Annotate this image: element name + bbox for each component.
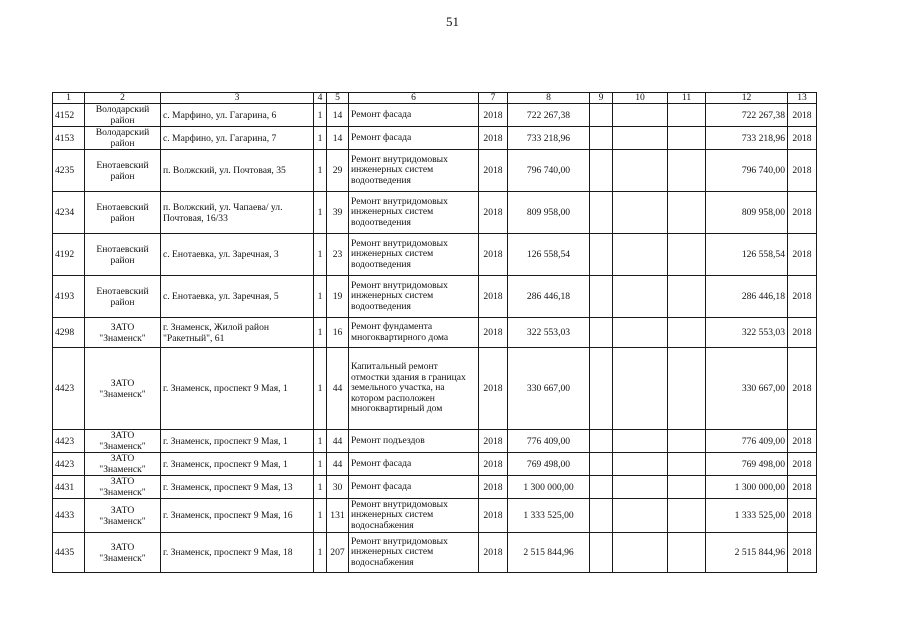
- cell-address: с. Марфино, ул. Гагарина, 6: [161, 104, 314, 127]
- cell-address: г. Знаменск, проспект 9 Мая, 18: [161, 533, 314, 573]
- cell-address: г. Знаменск, проспект 9 Мая, 13: [161, 476, 314, 499]
- header-cell: 12: [706, 93, 788, 104]
- cell-col10: [613, 104, 668, 127]
- cell-col5: 14: [327, 104, 349, 127]
- header-cell: 9: [590, 93, 613, 104]
- cell-address: г. Знаменск, Жилой район "Ракетный", 61: [161, 318, 314, 348]
- table-row: [53, 192, 817, 234]
- cell-col11: [668, 499, 706, 533]
- cell-address: г. Знаменск, проспект 9 Мая, 16: [161, 499, 314, 533]
- cell-year: 2018: [479, 348, 508, 430]
- cell-cost: 2 515 844,96: [508, 533, 590, 573]
- page-number: 51: [446, 14, 459, 29]
- cell-work-type: Ремонт внутридомовых инженерных систем водоснабжения: [349, 533, 479, 573]
- cell-work-type: Ремонт фасада: [349, 453, 479, 476]
- header-cell: 3: [161, 93, 314, 104]
- cell-cost: 796 740,00: [508, 150, 590, 192]
- cell-total: 322 553,03: [706, 318, 788, 348]
- cell-col5: 30: [327, 476, 349, 499]
- cell-id: 4298: [53, 318, 85, 348]
- cell-col10: [613, 348, 668, 430]
- cell-cost: 1 333 525,00: [508, 499, 590, 533]
- cell-col5: 19: [327, 276, 349, 318]
- cell-col9: [590, 276, 613, 318]
- cell-total: 769 498,00: [706, 453, 788, 476]
- cell-id: 4423: [53, 453, 85, 476]
- cell-district: Енотаевский район: [85, 192, 161, 234]
- cell-col5: 131: [327, 499, 349, 533]
- header-cell: 4: [314, 93, 327, 104]
- cell-col10: [613, 234, 668, 276]
- cell-year-end: 2018: [788, 192, 817, 234]
- cell-total: 722 267,38: [706, 104, 788, 127]
- cell-cost: 776 409,00: [508, 430, 590, 453]
- column-number-header: [53, 93, 817, 104]
- cell-district: ЗАТО "Знаменск": [85, 318, 161, 348]
- cell-district: Володарский район: [85, 104, 161, 127]
- cell-address: с. Енотаевка, ул. Заречная, 5: [161, 276, 314, 318]
- cell-cost: 733 218,96: [508, 127, 590, 150]
- cell-col11: [668, 318, 706, 348]
- cell-total: 1 333 525,00: [706, 499, 788, 533]
- cell-address: с. Енотаевка, ул. Заречная, 3: [161, 234, 314, 276]
- cell-col5: 29: [327, 150, 349, 192]
- cell-id: 4234: [53, 192, 85, 234]
- cell-col9: [590, 104, 613, 127]
- cell-col4: 1: [314, 499, 327, 533]
- header-cell: 2: [85, 93, 161, 104]
- repair-register-table: [52, 92, 817, 573]
- cell-col5: 44: [327, 430, 349, 453]
- cell-col10: [613, 276, 668, 318]
- cell-address: г. Знаменск, проспект 9 Мая, 1: [161, 430, 314, 453]
- cell-col5: 16: [327, 318, 349, 348]
- cell-year: 2018: [479, 234, 508, 276]
- cell-cost: 322 553,03: [508, 318, 590, 348]
- cell-id: 4192: [53, 234, 85, 276]
- table-row: [53, 234, 817, 276]
- cell-col11: [668, 533, 706, 573]
- cell-col4: 1: [314, 192, 327, 234]
- header-cell: 5: [327, 93, 349, 104]
- cell-work-type: Ремонт фасада: [349, 476, 479, 499]
- cell-col11: [668, 192, 706, 234]
- cell-district: Володарский район: [85, 127, 161, 150]
- cell-year-end: 2018: [788, 499, 817, 533]
- cell-total: 2 515 844,96: [706, 533, 788, 573]
- cell-year-end: 2018: [788, 234, 817, 276]
- cell-work-type: Ремонт внутридомовых инженерных систем водоотведения: [349, 234, 479, 276]
- cell-col10: [613, 192, 668, 234]
- cell-col4: 1: [314, 104, 327, 127]
- cell-col4: 1: [314, 127, 327, 150]
- cell-year: 2018: [479, 318, 508, 348]
- cell-address: п. Волжский, ул. Чапаева/ ул. Почтовая, 16/33: [161, 192, 314, 234]
- cell-col10: [613, 533, 668, 573]
- cell-col10: [613, 476, 668, 499]
- cell-year-end: 2018: [788, 453, 817, 476]
- cell-cost: 809 958,00: [508, 192, 590, 234]
- cell-col4: 1: [314, 453, 327, 476]
- cell-col11: [668, 430, 706, 453]
- cell-address: г. Знаменск, проспект 9 Мая, 1: [161, 453, 314, 476]
- cell-year: 2018: [479, 276, 508, 318]
- cell-col9: [590, 453, 613, 476]
- cell-district: ЗАТО "Знаменск": [85, 533, 161, 573]
- cell-id: 4423: [53, 430, 85, 453]
- cell-col5: 207: [327, 533, 349, 573]
- cell-col10: [613, 430, 668, 453]
- header-cell: 13: [788, 93, 817, 104]
- cell-col4: 1: [314, 276, 327, 318]
- cell-work-type: Ремонт фасада: [349, 127, 479, 150]
- cell-year: 2018: [479, 533, 508, 573]
- cell-col11: [668, 127, 706, 150]
- table-row: [53, 533, 817, 573]
- table-row: [53, 127, 817, 150]
- cell-col11: [668, 234, 706, 276]
- cell-year: 2018: [479, 430, 508, 453]
- cell-total: 1 300 000,00: [706, 476, 788, 499]
- table-row: [53, 453, 817, 476]
- cell-col10: [613, 127, 668, 150]
- cell-year-end: 2018: [788, 430, 817, 453]
- header-cell: 8: [508, 93, 590, 104]
- cell-col5: 14: [327, 127, 349, 150]
- cell-year: 2018: [479, 453, 508, 476]
- cell-col4: 1: [314, 348, 327, 430]
- table-row: [53, 499, 817, 533]
- cell-year-end: 2018: [788, 476, 817, 499]
- header-cell: 11: [668, 93, 706, 104]
- table-row: [53, 430, 817, 453]
- cell-id: 4235: [53, 150, 85, 192]
- cell-col11: [668, 150, 706, 192]
- cell-year: 2018: [479, 150, 508, 192]
- cell-col9: [590, 533, 613, 573]
- cell-work-type: Капитальный ремонт отмостки здания в границах земельного участка, на котором расположен многоквартирный дом: [349, 348, 479, 430]
- cell-total: 776 409,00: [706, 430, 788, 453]
- header-cell: 1: [53, 93, 85, 104]
- cell-work-type: Ремонт внутридомовых инженерных систем водоотведения: [349, 192, 479, 234]
- cell-col9: [590, 318, 613, 348]
- cell-col10: [613, 150, 668, 192]
- cell-id: 4153: [53, 127, 85, 150]
- cell-address: с. Марфино, ул. Гагарина, 7: [161, 127, 314, 150]
- cell-district: ЗАТО "Знаменск": [85, 453, 161, 476]
- table-row: [53, 276, 817, 318]
- cell-col11: [668, 453, 706, 476]
- cell-col9: [590, 476, 613, 499]
- cell-col11: [668, 276, 706, 318]
- cell-year-end: 2018: [788, 348, 817, 430]
- cell-year: 2018: [479, 499, 508, 533]
- cell-col5: 23: [327, 234, 349, 276]
- cell-col11: [668, 348, 706, 430]
- cell-year-end: 2018: [788, 150, 817, 192]
- cell-id: 4433: [53, 499, 85, 533]
- cell-col4: 1: [314, 318, 327, 348]
- cell-district: Енотаевский район: [85, 276, 161, 318]
- cell-id: 4193: [53, 276, 85, 318]
- cell-district: ЗАТО "Знаменск": [85, 430, 161, 453]
- cell-cost: 126 558,54: [508, 234, 590, 276]
- cell-work-type: Ремонт фундамента многоквартирного дома: [349, 318, 479, 348]
- cell-district: ЗАТО "Знаменск": [85, 348, 161, 430]
- cell-col9: [590, 234, 613, 276]
- cell-cost: 722 267,38: [508, 104, 590, 127]
- cell-work-type: Ремонт внутридомовых инженерных систем водоснабжения: [349, 499, 479, 533]
- cell-col9: [590, 127, 613, 150]
- cell-total: 809 958,00: [706, 192, 788, 234]
- cell-cost: 330 667,00: [508, 348, 590, 430]
- cell-year-end: 2018: [788, 533, 817, 573]
- cell-work-type: Ремонт внутридомовых инженерных систем водоотведения: [349, 150, 479, 192]
- cell-id: 4435: [53, 533, 85, 573]
- cell-district: Енотаевский район: [85, 234, 161, 276]
- table-row: [53, 318, 817, 348]
- cell-address: п. Волжский, ул. Почтовая, 35: [161, 150, 314, 192]
- cell-year: 2018: [479, 192, 508, 234]
- cell-col10: [613, 318, 668, 348]
- cell-col4: 1: [314, 533, 327, 573]
- table-body: [53, 93, 817, 573]
- cell-col5: 39: [327, 192, 349, 234]
- cell-id: 4152: [53, 104, 85, 127]
- table-row: [53, 104, 817, 127]
- cell-work-type: Ремонт подъездов: [349, 430, 479, 453]
- cell-total: 733 218,96: [706, 127, 788, 150]
- cell-col10: [613, 499, 668, 533]
- cell-col4: 1: [314, 476, 327, 499]
- cell-col9: [590, 348, 613, 430]
- cell-col5: 44: [327, 348, 349, 430]
- cell-year: 2018: [479, 476, 508, 499]
- cell-year-end: 2018: [788, 127, 817, 150]
- cell-col4: 1: [314, 234, 327, 276]
- cell-col9: [590, 192, 613, 234]
- table-row: [53, 348, 817, 430]
- cell-district: Енотаевский район: [85, 150, 161, 192]
- header-cell: 7: [479, 93, 508, 104]
- cell-work-type: Ремонт внутридомовых инженерных систем водоотведения: [349, 276, 479, 318]
- cell-work-type: Ремонт фасада: [349, 104, 479, 127]
- cell-district: ЗАТО "Знаменск": [85, 476, 161, 499]
- cell-id: 4423: [53, 348, 85, 430]
- cell-total: 330 667,00: [706, 348, 788, 430]
- cell-total: 126 558,54: [706, 234, 788, 276]
- cell-cost: 1 300 000,00: [508, 476, 590, 499]
- cell-year-end: 2018: [788, 276, 817, 318]
- cell-year: 2018: [479, 104, 508, 127]
- cell-col5: 44: [327, 453, 349, 476]
- header-cell: 6: [349, 93, 479, 104]
- cell-year-end: 2018: [788, 104, 817, 127]
- header-cell: 10: [613, 93, 668, 104]
- cell-id: 4431: [53, 476, 85, 499]
- cell-cost: 769 498,00: [508, 453, 590, 476]
- cell-col11: [668, 476, 706, 499]
- table-row: [53, 476, 817, 499]
- cell-col4: 1: [314, 430, 327, 453]
- cell-address: г. Знаменск, проспект 9 Мая, 1: [161, 348, 314, 430]
- cell-col9: [590, 499, 613, 533]
- cell-cost: 286 446,18: [508, 276, 590, 318]
- cell-col9: [590, 150, 613, 192]
- cell-district: ЗАТО "Знаменск": [85, 499, 161, 533]
- cell-col4: 1: [314, 150, 327, 192]
- cell-total: 796 740,00: [706, 150, 788, 192]
- table-row: [53, 150, 817, 192]
- cell-total: 286 446,18: [706, 276, 788, 318]
- cell-col9: [590, 430, 613, 453]
- cell-col10: [613, 453, 668, 476]
- cell-year-end: 2018: [788, 318, 817, 348]
- cell-year: 2018: [479, 127, 508, 150]
- cell-col11: [668, 104, 706, 127]
